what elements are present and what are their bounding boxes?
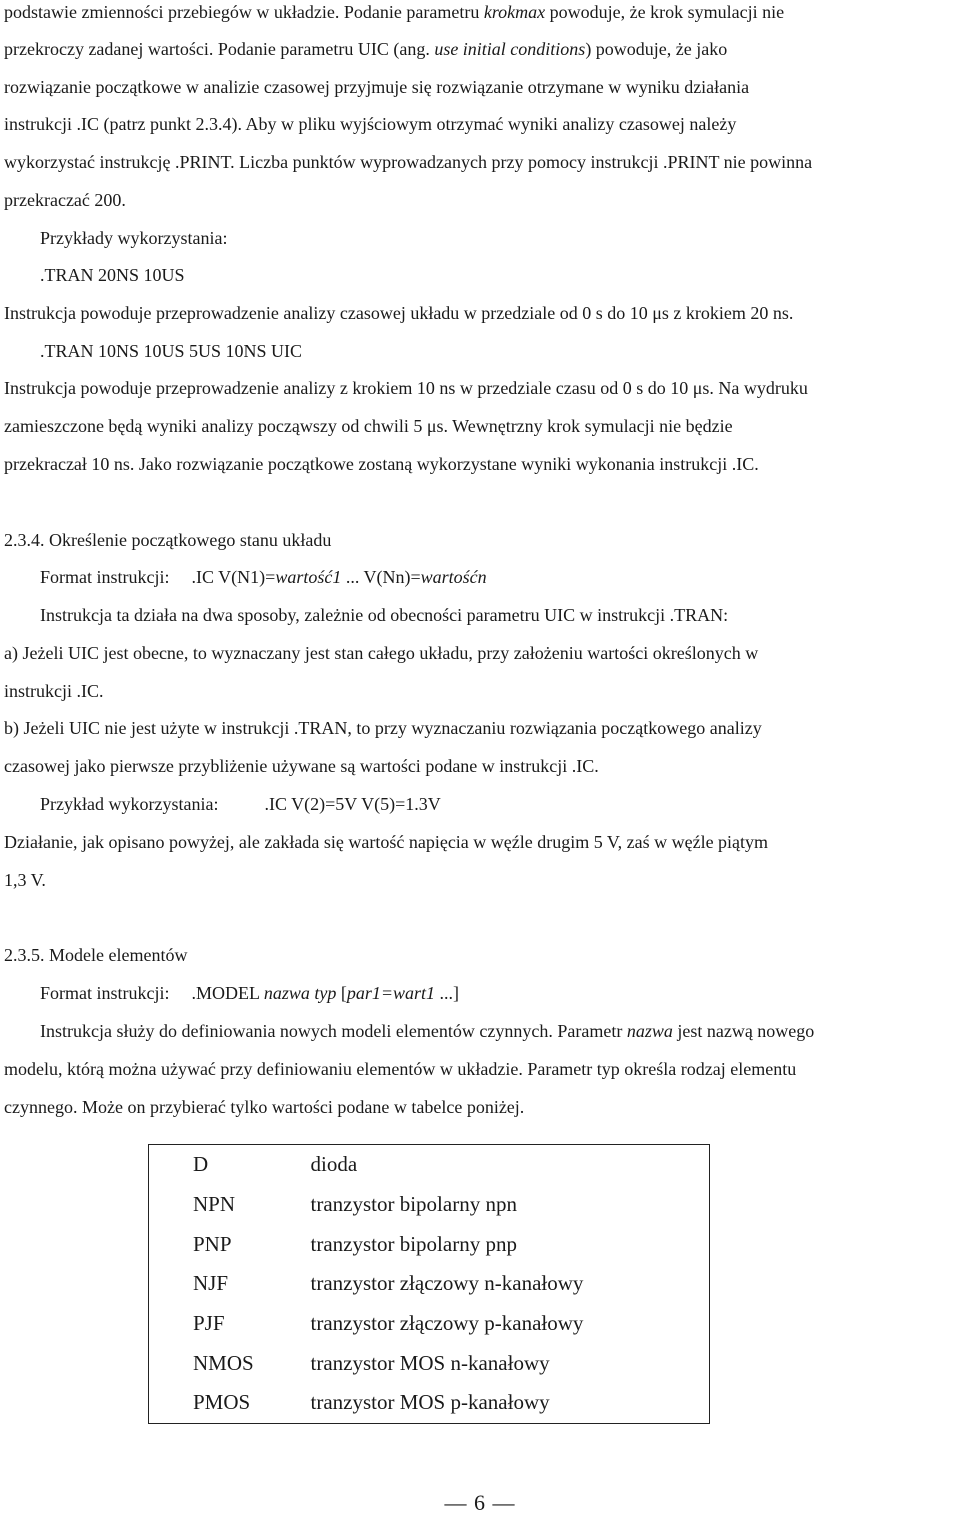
model-code: PNP (193, 1231, 232, 1256)
table-row (149, 1383, 710, 1423)
table-row (149, 1185, 710, 1225)
para-line: podstawie zmienności przebiegów w układzie. Podanie parametru krokmax powoduje, że krok symulacji nie (4, 2, 785, 22)
model-description: tranzystor MOS p-kanałowy (310, 1390, 550, 1415)
para-line: przekraczał 10 ns. Jako rozwiązanie początkowe zostaną wykorzystane wyniki wykonania instrukcji .IC. (4, 454, 759, 474)
model-description: tranzystor bipolarny npn (310, 1192, 517, 1217)
para-line: przekroczy zadanej wartości. Podanie parametru UIC (ang. use initial conditions) powoduje, że jako (4, 39, 728, 59)
para-line: Instrukcja służy do definiowania nowych modeli elementów czynnych. Parametr nazwa jest nazwą nowego (40, 1021, 815, 1041)
para-line: przekraczać 200. (4, 190, 126, 210)
code-example: .TRAN 20NS 10US (40, 265, 185, 285)
para-line: b) Jeżeli UIC nie jest użyte w instrukcji .TRAN, to przy wyznaczaniu rozwiązania początkowego analizy (4, 718, 762, 738)
model-code: PJF (193, 1311, 225, 1336)
para-line: Instrukcja powoduje przeprowadzenie analizy czasowej układu w przedziale od 0 s do 10 μs z krokiem 20 ns. (4, 303, 794, 323)
para-line: rozwiązanie początkowe w analizie czasowej przyjmuje się rozwiązanie otrzymane w wyniku działania (4, 77, 750, 97)
model-code: NPN (193, 1192, 236, 1217)
page-number: — 6 — (444, 1490, 516, 1515)
model-code: D (193, 1152, 209, 1177)
para-line: Działanie, jak opisano powyżej, ale zakłada się wartość napięcia w węźle drugim 5 V, zaś w węźle piątym (4, 832, 769, 852)
model-description: tranzystor złączowy n-kanałowy (310, 1271, 584, 1296)
model-code: PMOS (193, 1390, 251, 1415)
para-line: czynnego. Może on przybierać tylko wartości podane w tabelce poniżej. (4, 1097, 525, 1117)
para-line: instrukcji .IC. (4, 681, 104, 701)
example-line: Przykład wykorzystania: .IC V(2)=5V V(5)=1.3V (40, 794, 441, 814)
format-line: Format instrukcji: .MODEL nazwa typ [par1=wart1 ...] (40, 983, 460, 1003)
model-description: tranzystor bipolarny pnp (310, 1231, 517, 1256)
table-row (149, 1304, 710, 1344)
table-row (149, 1224, 710, 1264)
para-line: modelu, którą można używać przy definiowaniu elementów w układzie. Parametr typ określa rodzaj elementu (4, 1059, 797, 1079)
para-line: a) Jeżeli UIC jest obecne, to wyznaczany jest stan całego układu, przy założeniu wartości określonych w (4, 643, 759, 663)
table-row (149, 1145, 710, 1185)
table-row (149, 1343, 710, 1383)
model-code: NMOS (193, 1350, 254, 1375)
table-row (149, 1264, 710, 1304)
para-line: zamieszczone będą wyniki analizy począwszy od chwili 5 μs. Wewnętrzny krok symulacji nie będzie (4, 416, 733, 436)
model-code: NJF (193, 1271, 229, 1296)
para-line: Instrukcja ta działa na dwa sposoby, zależnie od obecności parametru UIC w instrukcji .TRAN: (40, 605, 729, 625)
section-heading: 2.3.5. Modele elementów (4, 945, 188, 965)
para-line: 1,3 V. (4, 870, 46, 890)
code-example: .TRAN 10NS 10US 5US 10NS UIC (40, 341, 303, 361)
para-line: Instrukcja powoduje przeprowadzenie analizy z krokiem 10 ns w przedziale czasu od 0 s do 10 μs. Na wydruku (4, 378, 808, 398)
model-types-table (148, 1144, 710, 1424)
model-description: tranzystor MOS n-kanałowy (310, 1350, 550, 1375)
section-heading: 2.3.4. Określenie początkowego stanu układu (4, 530, 332, 550)
para-line: czasowej jako pierwsze przybliżenie używane są wartości podane w instrukcji .IC. (4, 756, 599, 776)
model-description: dioda (310, 1152, 358, 1177)
examples-heading: Przykłady wykorzystania: (40, 228, 228, 248)
model-description: tranzystor złączowy p-kanałowy (310, 1311, 584, 1336)
para-line: instrukcji .IC (patrz punkt 2.3.4). Aby w pliku wyjściowym otrzymać wyniki analizy czasowej należy (4, 114, 737, 134)
para-line: wykorzystać instrukcję .PRINT. Liczba punktów wyprowadzanych przy pomocy instrukcji .PRINT nie powinna (4, 152, 813, 172)
format-line: Format instrukcji: .IC V(N1)=wartość1 ... V(Nn)=wartośćn (40, 567, 487, 587)
